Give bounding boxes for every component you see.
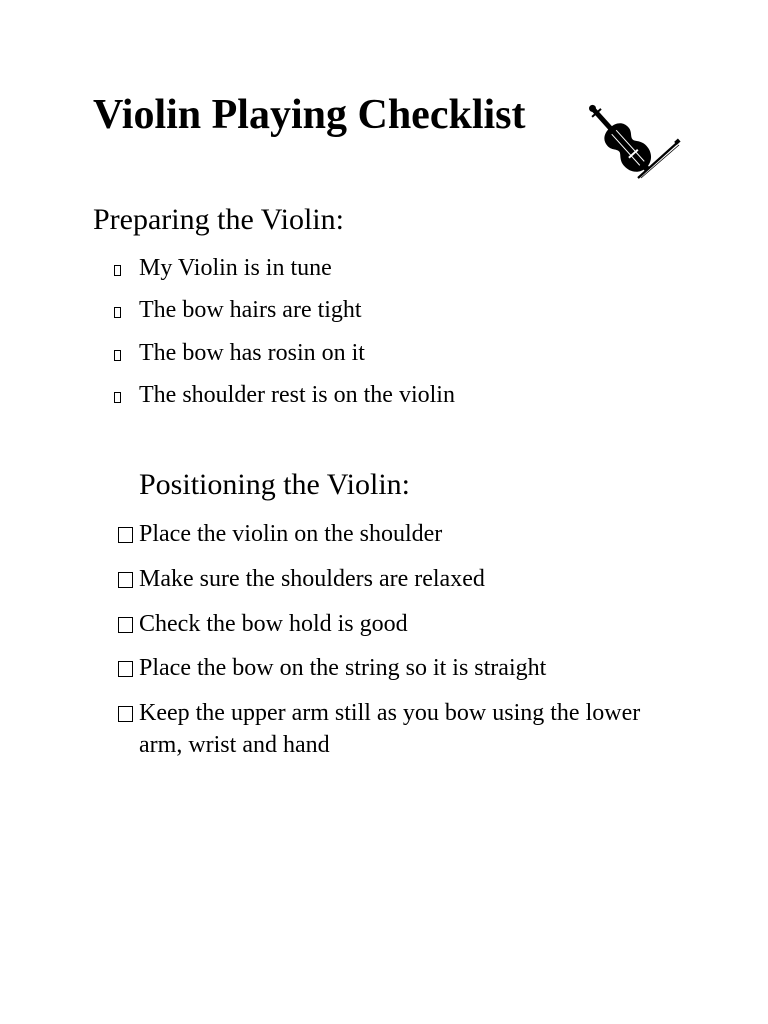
checklist-item-label: The bow hairs are tight	[139, 297, 362, 323]
checkbox-icon[interactable]	[114, 265, 121, 276]
checklist-item-label: Check the bow hold is good	[139, 611, 408, 637]
checkbox-icon[interactable]	[114, 350, 121, 361]
checklist-item-label: Place the violin on the shoulder	[139, 521, 443, 547]
checkbox-icon[interactable]	[118, 527, 133, 543]
checklist-item-label: My Violin is in tune	[139, 255, 332, 281]
checkbox-icon[interactable]	[114, 392, 121, 403]
checklist-item-label: The bow has rosin on it	[139, 340, 365, 366]
violin-icon	[586, 92, 686, 188]
section-heading-preparing: Preparing the Violin:	[93, 203, 344, 236]
section-heading-positioning: Positioning the Violin:	[139, 468, 411, 501]
checklist-item-label: Keep the upper arm still as you bow using the lower arm, wrist and hand	[139, 700, 641, 758]
page-title: Violin Playing Checklist	[93, 92, 526, 138]
checklist-item-label: Make sure the shoulders are relaxed	[139, 566, 485, 592]
checkbox-icon[interactable]	[118, 572, 133, 588]
checklist-item-label: Place the bow on the string so it is straight	[139, 655, 547, 681]
checkbox-icon[interactable]	[118, 706, 133, 722]
checkbox-icon[interactable]	[118, 661, 133, 677]
checklist-item-label: The shoulder rest is on the violin	[139, 382, 455, 408]
checkbox-icon[interactable]	[118, 617, 133, 633]
checkbox-icon[interactable]	[114, 307, 121, 318]
